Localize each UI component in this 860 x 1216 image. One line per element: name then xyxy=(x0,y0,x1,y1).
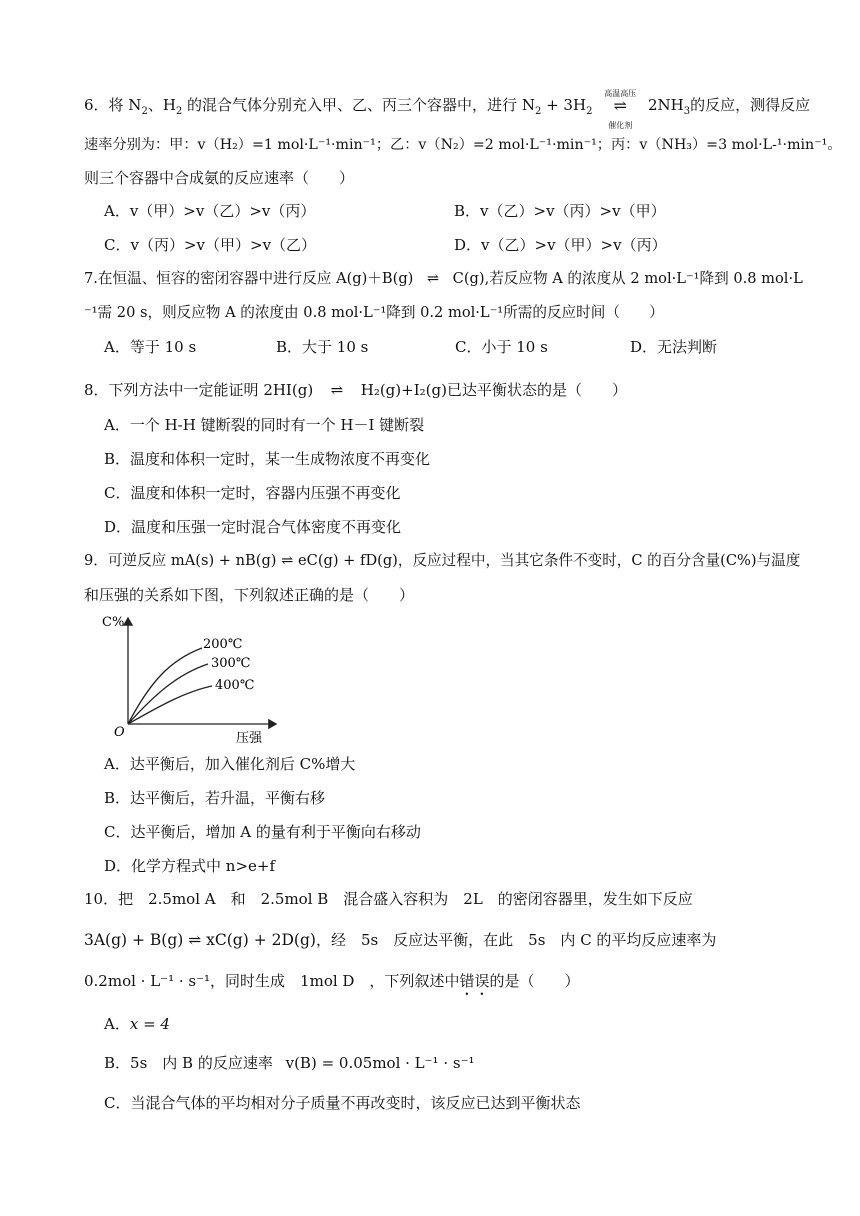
q10-line3-text-c: 的是（ ） xyxy=(489,972,580,990)
q6-equilibrium-arrow xyxy=(597,89,643,130)
q10-option-b xyxy=(104,1053,475,1073)
q10-line2-text: ，经 5s 反应达平衡，在此 5s 内 C 的平均反应速率为 xyxy=(315,931,717,949)
q10-option-a xyxy=(104,1014,170,1034)
q10-line1: 10．把 2.5mol A 和 2.5mol B 混合盛入容积为 2L 的密闭容器里，发生如下反应 xyxy=(84,890,693,908)
q8-option-d: D．温度和压强一定时混合气体密度不再变化 xyxy=(104,518,402,536)
graph-curve-label-200: 200℃ xyxy=(203,637,243,652)
q7-option-c: C．小于 10 s xyxy=(455,338,548,356)
q10-option-c: C．当混合气体的平均相对分子质量不再改变时，该反应已达到平衡状态 xyxy=(104,1094,581,1112)
q6-line2: 速率分别为：甲：v（H₂）=1 mol·L⁻¹·min⁻¹；乙：v（N₂）=2 mol·L⁻¹·min⁻¹；丙：v（NH₃）=3 mol·L-¹·min⁻¹。 xyxy=(84,137,842,153)
q10-option-a-label: A． xyxy=(104,1015,130,1033)
q6-condition-bottom: 催化剂 xyxy=(608,121,633,130)
q10-option-b-label: B．5s 内 B 的反应速率 xyxy=(104,1054,273,1072)
q8-option-a: A．一个 H-H 键断裂的同时有一个 H－I 键断裂 xyxy=(104,416,425,434)
q6-option-c: C．v（丙）>v（甲）>v（乙） xyxy=(104,236,317,254)
q7-option-b: B．大于 10 s xyxy=(276,338,369,356)
q10-option-b-math: v(B) = 0.05mol · L⁻¹ · s⁻¹ xyxy=(285,1054,475,1072)
graph-curve-label-300: 300℃ xyxy=(211,656,251,671)
equilibrium-icon: ⇌ xyxy=(613,96,627,115)
q8-option-b: B．温度和体积一定时，某一生成物浓度不再变化 xyxy=(104,450,431,468)
q6-line3: 则三个容器中合成氨的反应速率（ ） xyxy=(84,169,355,187)
q9-option-b: B．达平衡后，若升温，平衡右移 xyxy=(104,789,326,807)
q10-rate-value: 0.2mol · L⁻¹ · s⁻¹ xyxy=(84,972,211,990)
q6-line1: 6．将 $N_2$、$H_2$ 的混合气体分别充入甲、乙、丙三个容器中，进行 $N_2 + 3H_2$ 高温高压 ⇌ 催化剂 $2NH_3$的反应，测得反应 xyxy=(84,95,810,122)
q7-option-a: A．等于 10 s xyxy=(104,338,197,356)
q9-option-c: C．达平衡后，增加 A 的量有利于平衡向右移动 xyxy=(104,823,421,841)
q7-line1 xyxy=(84,269,803,289)
q10-option-a-math: x = 4 xyxy=(129,1015,170,1033)
q10-emphasis-text: 错误 xyxy=(459,972,490,990)
q6-option-d: D．v（乙）>v（甲）>v（丙） xyxy=(454,236,667,254)
q10-line3-text-b: ，同时生成 1mol D ，下列叙述中 xyxy=(210,972,460,990)
q9-graph xyxy=(100,612,290,746)
graph-x-label: 压强 xyxy=(236,731,263,746)
q10-line2 xyxy=(84,930,716,950)
q10-equation: 3A(g) + B(g) ⇌ xC(g) + 2D(g) xyxy=(84,931,316,949)
q8-option-c: C．温度和体积一定时，容器内压强不再变化 xyxy=(104,484,401,502)
q9-line1: 9．可逆反应 mA(s) + nB(g) ⇌ eC(g) + fD(g)，反应过程中，当其它条件不变时，C 的百分含量(C%)与温度 xyxy=(84,552,801,569)
q10-line3 xyxy=(84,971,579,999)
q9-option-d: D．化学方程式中 n>e+f xyxy=(104,857,276,875)
q6-text-b: 、H xyxy=(147,96,176,114)
q7-text-b: C(g),若反应物 A 的浓度从 2 mol·L⁻¹降到 0.8 mol·L xyxy=(452,270,803,287)
q9-line2: 和压强的关系如下图，下列叙述正确的是（ ） xyxy=(84,586,415,604)
graph-curve-300 xyxy=(128,664,208,724)
q8-text-b: H₂(g)+I₂(g)已达平衡状态的是（ ） xyxy=(360,381,627,399)
graph-origin-label: O xyxy=(114,725,125,740)
q7-text-a: 7.在恒温、恒容的密闭容器中进行反应 A(g)＋B(g) xyxy=(84,270,414,287)
q8-text-a: 8．下列方法中一定能证明 2HI(g) xyxy=(84,381,314,399)
q7-line2: ⁻¹需 20 s，则反应物 A 的浓度由 0.8 mol·L⁻¹降到 0.2 mol·L⁻¹所需的反应时间（ ） xyxy=(84,304,664,321)
graph-curve-400 xyxy=(128,686,212,724)
q6-text-c: 的混合气体分别充入甲、乙、丙三个容器中，进行 N xyxy=(182,96,535,114)
q6-condition-top: 高温高压 xyxy=(604,89,637,98)
q8-line1 xyxy=(84,380,627,400)
q6-text-a: 6．将 N xyxy=(84,96,142,114)
q6-option-b: B．v（乙）>v（丙）>v（甲） xyxy=(454,202,666,220)
q6-text-d: + 3H xyxy=(541,96,587,114)
q6-text-e: 2NH xyxy=(648,96,684,114)
equilibrium-icon: ⇌ xyxy=(330,381,344,399)
q9-option-a: A．达平衡后，加入催化剂后 C%增大 xyxy=(104,755,356,773)
graph-curve-label-400: 400℃ xyxy=(215,678,255,693)
graph-y-label: C% xyxy=(102,615,125,630)
q6-option-a: A．v（甲）>v（乙）>v（丙） xyxy=(104,202,316,220)
q6-text-f: 的反应，测得反应 xyxy=(690,96,811,114)
q7-option-d: D．无法判断 xyxy=(630,338,718,356)
equilibrium-icon: ⇌ xyxy=(426,270,440,287)
